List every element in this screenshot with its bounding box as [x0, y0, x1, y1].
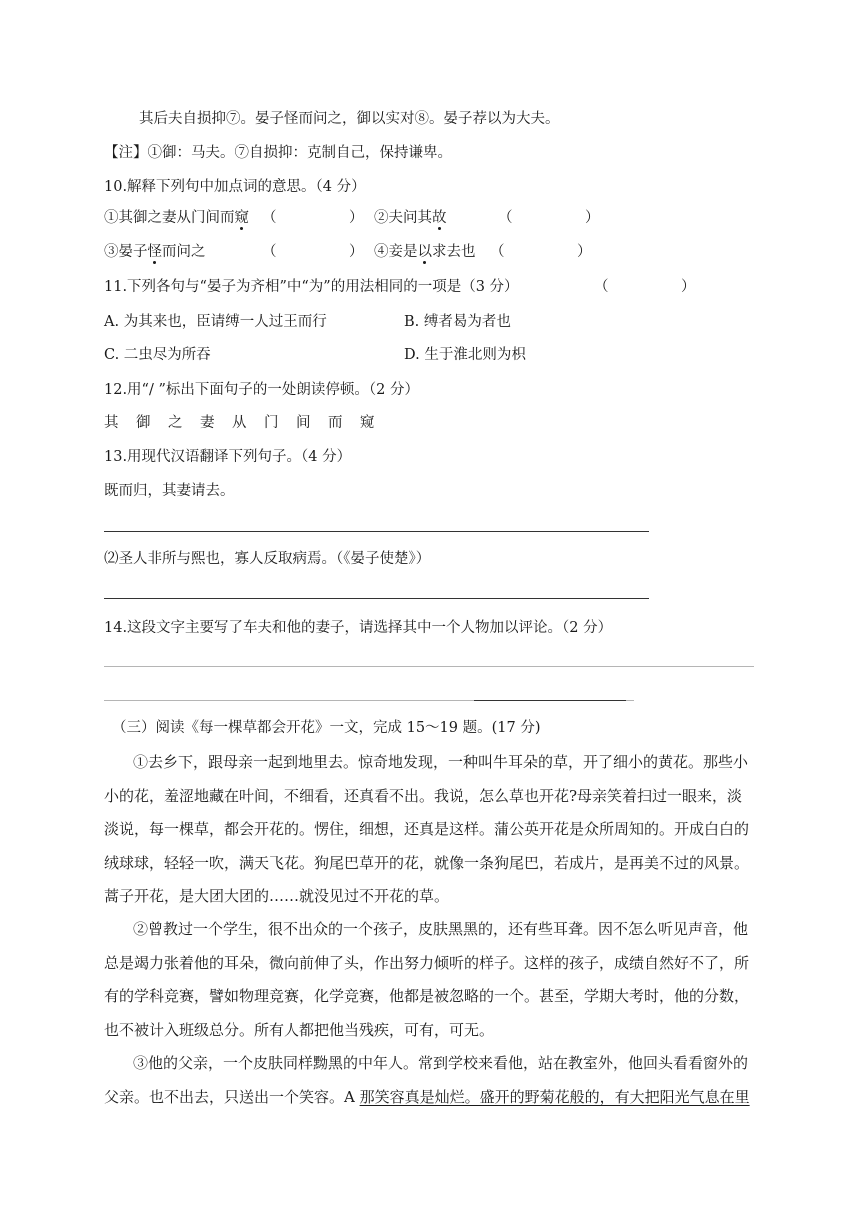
reading-paragraph-1 — [104, 746, 756, 914]
annotation-note: 【注】①御：马夫。⑦自损抑：克制自己，保持谦卑。 — [104, 145, 452, 161]
q11-stem: 11.下列各句与“晏子为齐相”中“为”的用法相同的一项是（3 分） — [104, 279, 519, 295]
sentence-char: 从 — [232, 415, 247, 431]
answer-line-end — [626, 700, 634, 701]
q13-stem: 13.用现代汉语翻译下列句子。（4 分） — [104, 449, 352, 465]
q13-sentence-1: 既而归，其妻请去。 — [104, 483, 235, 499]
q12-sentence — [104, 413, 392, 433]
q10-stem: 10.解释下列句中加点词的意思。（4 分） — [104, 179, 366, 195]
q14-stem: 14.这段文字主要写了车夫和他的妻子，请选择其中一个人物加以评论。（2 分） — [104, 620, 613, 636]
q11-option-d: D. 生于淮北则为枳 — [404, 347, 526, 363]
emphasis-dot-char: 窥 — [234, 210, 249, 226]
q10-blank-1[interactable]: （ ） — [262, 210, 364, 226]
reading-paragraph-2 — [104, 913, 756, 1047]
paragraph-3-text: ③他的父亲，一个皮肤同样黝黑的中年人。常到学校来看他，站在教室外，他回头看看窗外的父亲。也不出去，只送出一个笑容。A — [104, 1054, 749, 1106]
q10-item-3 — [104, 242, 206, 262]
answer-line[interactable] — [104, 598, 649, 599]
paragraph-2-text: ②曾教过一个学生，很不出众的一个孩子，皮肤黑黑的，还有些耳聋。因不怎么听见声音，他总是竭力张着他的耳朵，微向前伸了头，作出努力倾听的样子。这样的孩子，成绩自然好不了，所有的学科竞赛，譬如物理竞赛，化学竞赛，他都是被忽略的一个。甚至，学期大考时，他的分数，也不被计入班级总分。所有人都把他当残疾，可有，可无。 — [104, 920, 750, 1039]
q10-item-3-text: ③晏子 — [104, 244, 148, 260]
q10-item-4-text: ④妾是 — [374, 244, 418, 260]
answer-line[interactable] — [104, 531, 649, 532]
passage-tail: 其后夫自损抑⑦。晏子怪而问之，御以实对⑧。晏子荐以为大夫。 — [139, 111, 560, 127]
q10-item-3-text-end: 而问之 — [162, 244, 206, 260]
emphasis-dot-char: 以 — [417, 244, 432, 260]
q10-item-1-text: ①其御之妻从门间而 — [104, 210, 235, 226]
q10-item-4 — [374, 242, 476, 262]
q11-option-a: A. 为其来也，臣请缚一人过王而行 — [104, 314, 327, 330]
paragraph-1-text: ①去乡下，跟母亲一起到地里去。惊奇地发现，一种叫牛耳朵的草，开了细小的黄花。那些小小的花，羞涩地藏在叶间，不细看，还真看不出。我说，怎么草也开花?母亲笑着扫过一眼来，淡淡说，每一棵草，都会开花的。愣住，细想，还真是这样。蒲公英开花是众所周知的。开成白白的绒球球，轻轻一吹，满天飞花。狗尾巴草开的花，就像一条狗尾巴，若成片，是再美不过的风景。蒿子开花，是大团大团的……就没见过不开花的草。 — [104, 753, 750, 905]
sentence-char: 之 — [168, 415, 183, 431]
q10-item-2-text: ②夫问其 — [374, 210, 432, 226]
q10-item-4-text-end: 求去也 — [432, 244, 476, 260]
underlined-sentence: 那笑容真是灿烂。盛开的野菊花般的，有大把阳光气息在里 — [359, 1087, 750, 1106]
q10-blank-3[interactable]: （ ） — [262, 244, 364, 260]
sentence-char: 御 — [136, 415, 151, 431]
sentence-char: 窥 — [360, 415, 375, 431]
sentence-char: 间 — [296, 415, 311, 431]
sentence-char: 其 — [104, 415, 119, 431]
q10-blank-2[interactable]: （ ） — [498, 210, 600, 226]
emphasis-dot-char: 故 — [432, 210, 447, 226]
q12-stem: 12.用“/ ”标出下面句子的一处朗读停顿。（2 分） — [104, 382, 419, 398]
q11-option-b: B. 缚者曷为者也 — [404, 314, 511, 330]
q11-option-c: C. 二虫尽为所吞 — [104, 347, 211, 363]
reading-paragraph-3 — [104, 1047, 756, 1114]
answer-line[interactable] — [474, 700, 626, 701]
sentence-char: 门 — [264, 415, 279, 431]
q10-blank-4[interactable]: （ ） — [490, 244, 592, 260]
sentence-char: 而 — [328, 415, 343, 431]
emphasis-dot-char: 怪 — [147, 244, 162, 260]
answer-line[interactable] — [104, 666, 754, 667]
section-3-heading: （三）阅读《每一棵草都会开花》一文，完成 15～19 题。(17 分) — [112, 720, 541, 736]
answer-line[interactable] — [104, 700, 474, 701]
sentence-char: 妻 — [200, 415, 215, 431]
q13-sentence-2: ⑵圣人非所与熙也，寡人反取病焉。（《晏子使楚》） — [104, 551, 431, 567]
q11-answer-blank[interactable]: （ ） — [594, 279, 696, 295]
q10-item-2 — [374, 208, 447, 228]
q10-item-1 — [104, 208, 249, 228]
